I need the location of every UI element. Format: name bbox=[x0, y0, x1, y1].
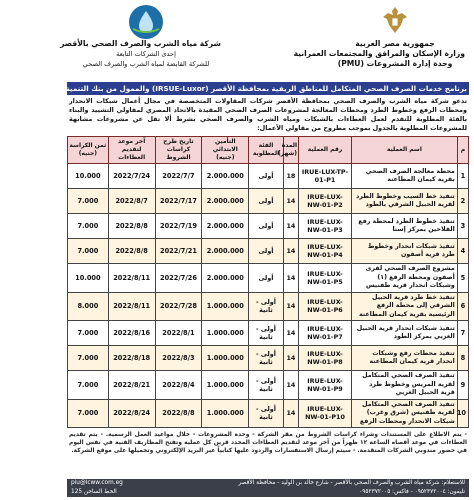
row-no: 4 bbox=[457, 239, 468, 264]
row-name: تنفيذ خط السيب وخطوط الطرد لقرية الحبيل الشرقي بالطود bbox=[351, 189, 457, 214]
row-insurance: 1.000.000 bbox=[202, 292, 249, 321]
row-no: 8 bbox=[457, 346, 468, 371]
row-close-date: 2022/8/21 bbox=[108, 371, 155, 400]
row-no: 2 bbox=[457, 189, 468, 214]
row-duration: 14 bbox=[283, 321, 298, 346]
footer-email[interactable]: piu@lcww.com.eg bbox=[71, 480, 123, 486]
footer-hotline: الخط الساخن 125 bbox=[71, 489, 117, 495]
contact-footer bbox=[67, 479, 469, 497]
row-code: IRUE-LUX-NW-01-P6 bbox=[299, 292, 352, 321]
row-close-date: 2022/8/11 bbox=[108, 264, 155, 293]
table-row bbox=[68, 239, 469, 264]
table-row bbox=[68, 292, 469, 321]
row-duration: 18 bbox=[283, 164, 298, 189]
row-insurance: 2.000.000 bbox=[202, 264, 249, 293]
row-duration: 14 bbox=[283, 264, 298, 293]
row-issue-date: 2022/7/17 bbox=[155, 189, 202, 214]
col-price: ثمن الكراسة (جنيه) bbox=[68, 137, 109, 164]
row-code: IRUE-LUX-NW-01-P8 bbox=[299, 346, 352, 371]
row-code: IRUE-LUX-NW-01-P10 bbox=[299, 399, 352, 428]
row-name: تنفيذ محطات رفع وشبكات انحدار قرية كيمان المطاعنة bbox=[351, 346, 457, 371]
terms-notes: - يتم الاطلاع على المستندات وشراء كراسات الشروط من مقر الشركة - وحدة المشروعات - خلال مواعيد العمل الرسمية. - يتم تقديم العطاءات في موعد أقصاه الساعة ١٢ ظهراً من آخر موعد لتقديم العطاءات المحدد قرين كل عملية وتفتح المظاريف الفنية في نفس اليوم في حضور مندوبي الشركات المتقدمة. - سيتم إرسال الاستفسارات والردود عليها كتابياً عبر البريد الإلكتروني وتحميلها على موقع الشركة. bbox=[69, 432, 468, 454]
row-issue-date: 2022/8/3 bbox=[155, 346, 202, 371]
row-code: IRUE-LUX-NW-01-P7 bbox=[299, 321, 352, 346]
pmu-name: وحدة إدارة المشروعات (PMU) bbox=[337, 59, 453, 68]
company-block bbox=[60, 5, 221, 69]
intro-paragraph: تدعو شركة مياه الشرب والصرف الصحي بمحافظة الأقصر شركات المقاولات المتخصصة في مجال أعمال شبكات الانحدار ومحطات الرفع وخطوط الطرد ومحطات المعالجة لمشروعات الصرف الصحي المقيدة بالاتحاد المصري لمقاولي التشييد والبناء بالفئة المطلوبة للتقدم لعمل العطاءات بالشبكات ومياه الشرب والصرف الصحي بشرط ألا تقل عن مشروعات مشابهة للمشروعات المطلوبة بالجدول بموجب مطروح من مقاولي الأعمال: bbox=[69, 97, 467, 132]
row-close-date: 2022/8/24 bbox=[108, 399, 155, 428]
col-issue-date: تاريخ طرح كراسات الشروط bbox=[155, 137, 202, 164]
row-code: IRUE-LUX-NW-01-P3 bbox=[299, 214, 352, 239]
row-insurance: 2.000.000 bbox=[202, 189, 249, 214]
row-price: 7.000 bbox=[68, 321, 109, 346]
row-name: تنفيذ خطوط الطرد لمحطة رفع الفلاحين بمركز إسنا bbox=[351, 214, 457, 239]
row-issue-date: 2022/7/7 bbox=[155, 164, 202, 189]
row-close-date: 2022/7/24 bbox=[108, 164, 155, 189]
footer-office: تليفون: ٠٩٥٢٣٧٢٠٠٤ - فاكس: ٠٩٥٢٣٧٢٠٠٥ bbox=[359, 489, 465, 495]
row-no: 3 bbox=[457, 214, 468, 239]
row-close-date: 2022/8/11 bbox=[108, 292, 155, 321]
row-duration: 14 bbox=[283, 239, 298, 264]
footer-address: للاستعلام: شركة مياه الشرب والصرف الصحي بالأقصر - شارع خالد بن الوليد - محافظة الأقصر bbox=[238, 480, 465, 486]
company-logo-icon bbox=[129, 5, 163, 39]
row-category: أولى bbox=[249, 239, 284, 264]
row-code: IRUE-LUX-NW-01-P2 bbox=[299, 189, 352, 214]
row-insurance: 1.000.000 bbox=[202, 321, 249, 346]
ministry-name: وزارة الإسكان والمرافق والمجتمعات العمرانية bbox=[293, 49, 465, 58]
row-insurance: 1.000.000 bbox=[202, 371, 249, 400]
row-category: أولى - ثانية bbox=[249, 346, 284, 371]
table-header-row bbox=[68, 137, 469, 164]
row-name: تنفيذ شبكات انحدار وخطوط طرد قرية أصفون bbox=[351, 239, 457, 264]
row-price: 7.000 bbox=[68, 239, 109, 264]
row-duration: 14 bbox=[283, 292, 298, 321]
row-category: أولى - ثانية bbox=[249, 399, 284, 428]
row-price: 7.000 bbox=[68, 399, 109, 428]
row-duration: 14 bbox=[283, 399, 298, 428]
row-category: أولى bbox=[249, 189, 284, 214]
row-category: أولى bbox=[249, 214, 284, 239]
row-no: 9 bbox=[457, 371, 468, 400]
row-price: 7.000 bbox=[68, 214, 109, 239]
table-row bbox=[68, 189, 469, 214]
row-name: تنفيذ شبكات انحدار قرية الحبيل الغربي بمركز الطود bbox=[351, 321, 457, 346]
company-affiliate: إحدى الشركات التابعة bbox=[116, 50, 176, 58]
country-name: جمهورية مصر العربية bbox=[355, 39, 435, 48]
row-issue-date: 2022/8/8 bbox=[155, 399, 202, 428]
table-row bbox=[68, 346, 469, 371]
row-name: تنفيذ خط طرد قرية الحبيل الشرقي إلى محطة الرفع الرئيسية بقرية كيمان المطاعنة bbox=[351, 292, 457, 321]
row-duration: 14 bbox=[283, 371, 298, 400]
row-issue-date: 2022/7/26 bbox=[155, 264, 202, 293]
row-code: IRUE-LUX-TP-01-P1 bbox=[299, 164, 352, 189]
col-no: م bbox=[457, 137, 468, 164]
col-close-date: آخر موعد لتقديم العطاءات bbox=[108, 137, 155, 164]
row-price: 7.000 bbox=[68, 371, 109, 400]
row-name: تنفيذ الصرف الصحي المتكامل لقرية طفنيس (شرق وغرب) شبكات الانحدار ومحطات الرفع bbox=[351, 399, 457, 428]
row-issue-date: 2022/7/19 bbox=[155, 214, 202, 239]
row-category: أولى bbox=[249, 264, 284, 293]
row-insurance: 2.000.000 bbox=[202, 164, 249, 189]
row-no: 10 bbox=[457, 399, 468, 428]
row-issue-date: 2022/8/1 bbox=[155, 321, 202, 346]
row-duration: 14 bbox=[283, 346, 298, 371]
col-insurance: التأمين الابتدائي (جنيه) bbox=[202, 137, 249, 164]
row-category: أولى - ثانية bbox=[249, 292, 284, 321]
row-close-date: 2022/8/8 bbox=[108, 214, 155, 239]
row-issue-date: 2022/7/21 bbox=[155, 239, 202, 264]
row-issue-date: 2022/7/28 bbox=[155, 292, 202, 321]
col-category: الفئة المطلوبة bbox=[249, 137, 284, 164]
row-price: 10.000 bbox=[68, 264, 109, 293]
row-name: مشروع الصرف الصحي لقرى أصفون ومحطة الرفع (١) وشبكات انحدار قرية طفنيس bbox=[351, 264, 457, 293]
table-row bbox=[68, 164, 469, 189]
egypt-eagle-emblem-icon bbox=[381, 5, 409, 35]
row-insurance: 1.000.000 bbox=[202, 399, 249, 428]
row-close-date: 2022/8/7 bbox=[108, 189, 155, 214]
row-name: تنفيذ الصرف الصحي المتكامل لقرية المريس وخطوط طرد قرية الحبيل الغربي bbox=[351, 371, 457, 400]
table-row bbox=[68, 399, 469, 428]
row-name: محطة معالجة الصرف الصحي بقرية كيمان المطاعنة bbox=[351, 164, 457, 189]
table-row bbox=[68, 214, 469, 239]
row-close-date: 2022/8/18 bbox=[108, 346, 155, 371]
program-title: برنامج خدمات الصرف الصحي المتكامل للمناطق الريفية بمحافظة الأقصر (IRSUE-Luxor) والممول من بنك التنمية الأفريقي (AFDB) bbox=[0, 84, 467, 93]
row-insurance: 1.000.000 bbox=[202, 346, 249, 371]
letterhead bbox=[60, 3, 469, 81]
row-close-date: 2022/8/16 bbox=[108, 321, 155, 346]
col-code: رقم العملية bbox=[299, 137, 352, 164]
row-code: IRUE-LUX-NW-01-P4 bbox=[299, 239, 352, 264]
row-close-date: 2022/8/8 bbox=[108, 239, 155, 264]
row-code: IRUE-LUX-NW-01-P5 bbox=[299, 264, 352, 293]
table-row bbox=[68, 321, 469, 346]
row-no: 7 bbox=[457, 321, 468, 346]
table-row bbox=[68, 371, 469, 400]
holding-company: للشركة القابضة لمياه الشرب والصرف الصحي bbox=[82, 60, 210, 68]
row-no: 5 bbox=[457, 264, 468, 293]
col-name: اسم العملية bbox=[351, 137, 457, 164]
row-code: IRUE-LUX-NW-01-P9 bbox=[299, 371, 352, 400]
col-duration: المدة (شهر) bbox=[283, 137, 298, 164]
row-category: أولى - ثانية bbox=[249, 371, 284, 400]
row-category: أولى bbox=[249, 164, 284, 189]
row-price: 7.000 bbox=[68, 189, 109, 214]
company-name: شركة مياه الشرب والصرف الصحي بالأقصر bbox=[60, 39, 221, 48]
row-duration: 14 bbox=[283, 214, 298, 239]
row-category: أولى - ثانية bbox=[249, 321, 284, 346]
row-price: 10.000 bbox=[68, 164, 109, 189]
row-insurance: 2.000.000 bbox=[202, 239, 249, 264]
ministry-block bbox=[293, 5, 465, 69]
row-price: 8.000 bbox=[68, 292, 109, 321]
row-issue-date: 2022/8/4 bbox=[155, 371, 202, 400]
row-no: 6 bbox=[457, 292, 468, 321]
row-duration: 14 bbox=[283, 189, 298, 214]
row-insurance: 2.000.000 bbox=[202, 214, 249, 239]
table-row bbox=[68, 264, 469, 293]
row-price: 7.000 bbox=[68, 346, 109, 371]
row-no: 1 bbox=[457, 164, 468, 189]
tenders-table bbox=[67, 136, 469, 428]
